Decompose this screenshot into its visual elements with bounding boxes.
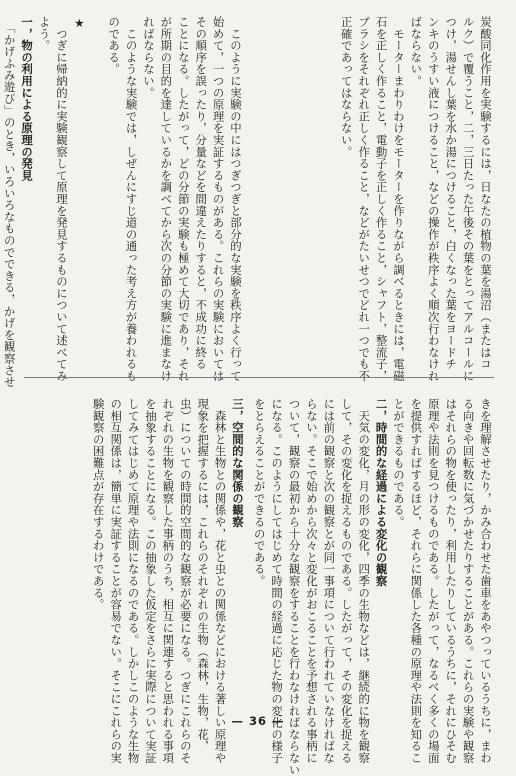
text-line: 現象を把握するには，これらのそれぞれの生物（森林，生物，花，	[194, 398, 211, 724]
text-line: らない。そこで始めから次々と変化がおこることを予想される事柄に	[303, 398, 320, 724]
section-divider	[24, 377, 494, 378]
text-line: 炭酸同化作用を実験するには，日なたの植物の葉を湯沼（またはコ	[477, 16, 494, 350]
text-line: モーターまわりわけをモーターを作りながら調べるときには，電磁	[390, 16, 407, 350]
text-line: 始めて，一つの原理を実証するものがある。これらの実験においては	[209, 16, 226, 350]
text-line: ついて，観察の最初から十分な観察をすることを行わなければならない	[285, 398, 302, 724]
text-line: して，その変化を捉えるものである。したがって，その変化を捉える	[337, 398, 354, 724]
text-line: はそれらの物を使ったり，利用したりしているうちに，それにひそむ	[442, 398, 459, 724]
text-block-lower-right	[250, 398, 494, 724]
text-line: ことになる。したがって，どの分節の実験も極めて大切であり，それ	[174, 16, 191, 350]
section-heading: 三，空間的な関係の観察	[229, 398, 246, 724]
text-line: ルク）で覆うこと，二，三日たった午後その葉をとってアルコールに	[459, 16, 476, 350]
text-line: になる。このようにしてはじめて時間の経過に応じた物の変化の様子	[268, 398, 285, 724]
text-line: とができるものである。	[390, 398, 407, 724]
text-line: つぎに帰納的に実験観察して原理を発見するものについて述べてみ	[53, 16, 70, 350]
text-line: の相互関係は，簡単に実証することが容易でない。そこにこれらの実	[107, 398, 124, 724]
page-number: — 36 —	[0, 714, 516, 728]
text-line: よう。	[35, 16, 52, 350]
text-line: このように実験の中にはつぎつぎと部分的な実験を秩序よく行って	[227, 16, 244, 350]
text-line: ブラシをそれぞれ正しく作ること，などがたいせつでどれ一つでも不	[355, 16, 372, 350]
section-heading: 一，物の利用による原理の発見	[18, 16, 35, 350]
star-separator: ★	[70, 16, 87, 350]
text-line: を提供すればするほど，それらに関係した各種の原理や法則を知るこ	[407, 398, 424, 724]
text-line: このような実験では，しぜんにすじ道の通った考え方が養われるも	[122, 16, 139, 350]
text-line: が所期の目的を達しているかを調べてから次の分節の実験に進まなけ	[157, 16, 174, 350]
text-block-upper-right	[337, 16, 494, 350]
text-line: つけ，湯せんし葉を水か湯につけること，白くなった葉をヨードチ	[442, 16, 459, 350]
text-line: きを理解させたり，かみ合わせた歯車をあやつっているうちに，まわ	[477, 398, 494, 724]
text-line: 正確であってはならない。	[337, 16, 354, 350]
text-block-lower-left	[89, 398, 246, 724]
text-line: のである。	[105, 16, 122, 350]
text-line: ればならない。	[140, 16, 157, 350]
text-line: ンキのうすい液につけること，などの操作が秩序よく順次行わなけれ	[424, 16, 441, 350]
text-line: 石を正しく作ること，電動子を正しく作ること，シャフト，整流子，	[372, 16, 389, 350]
section-heading: 二，時間的な経過による変化の観察	[372, 398, 389, 724]
text-line: を抽象することになる。この抽象した仮定をさらに実際について実証	[142, 398, 159, 724]
text-block-upper-left	[0, 16, 244, 350]
blank-line	[87, 16, 104, 350]
text-line: 森林と生物との関係や，花と虫との関係などにおける著しい原理や	[211, 398, 228, 724]
text-line: 験観察の困難点が存在するわけである。	[89, 398, 106, 724]
text-line: してみてはじめて原理や法則になるのである。しかしこのような生物	[124, 398, 141, 724]
text-line: には前の観察と次の観察とが同一事項について行われていなければな	[320, 398, 337, 724]
text-line: 虫）についての時間的空間的な観察が必要になる。つぎにこれらのそ	[176, 398, 193, 724]
text-line: れぞれの生物を観察した事柄のうち，相互に関連すると思われる事項	[159, 398, 176, 724]
text-line: 「かげふみ遊び」のとき，いろいろなものでできる，かげを観察させ	[0, 16, 17, 350]
text-line: 原理や法則を見つけるものである。したがって，なるべく多くの場面	[424, 398, 441, 724]
text-line: をとらえることができるのである。	[250, 398, 267, 724]
text-line: その順序を誤ったり，分量などを間違えたりすると，不成功に終る	[192, 16, 209, 350]
text-line: ばならない。	[407, 16, 424, 350]
text-line: 天気の変化，月の形の変化，四季の生物などは，継続的に物を観察	[355, 398, 372, 724]
text-line: る向きや回転数に気づかせたりすることがある。これらの実験や観察	[459, 398, 476, 724]
